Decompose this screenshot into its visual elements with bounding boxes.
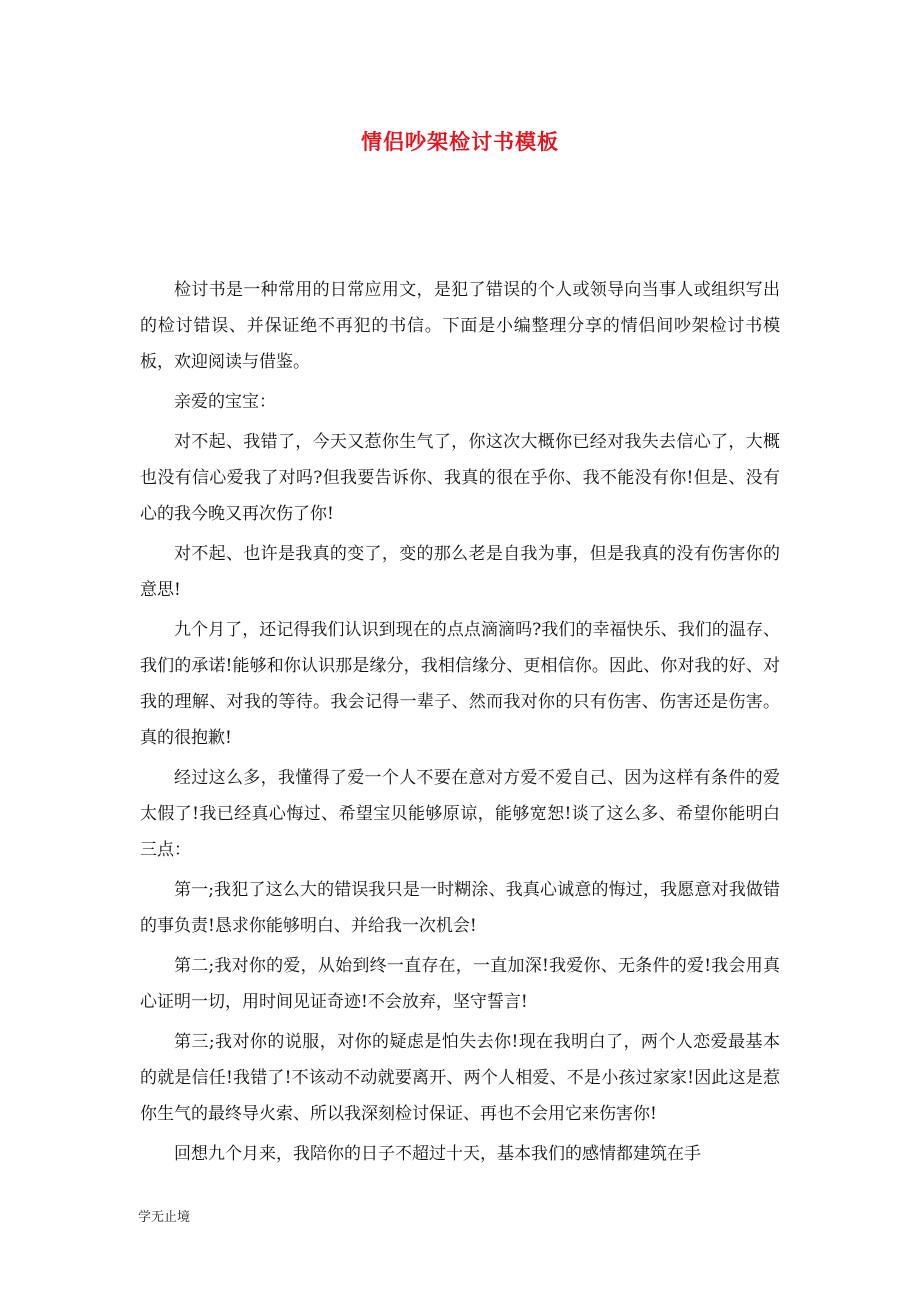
paragraph-continued: 回想九个月来，我陪你的日子不超过十天，基本我们的感情都建筑在手 [174,1144,701,1164]
paragraph-point-three: 第三;我对你的说服，对你的疑虑是怕失去你!现在我明白了，两个人恋爱最基本的就是信任!我错了!不该动不动就要离开、两个人相爱、不是小孩过家家!因此这是惹你生气的最终导火索、所以我深刻检讨保证、再也不会用它来伤害你! [140,1032,780,1124]
paragraph-salutation: 亲爱的宝宝： [174,392,276,412]
paragraph: 对不起、也许是我真的变了，变的那么老是自我为事，但是我真的没有伤害你的意思! [140,544,780,600]
paragraph: 经过这么多，我懂得了爱一个人不要在意对方爱不爱自己、因为这样有条件的爱太假了!我已经真心悔过、希望宝贝能够原谅，能够宽恕!谈了这么多、希望你能明白三点： [140,768,780,860]
paragraph-point-one: 第一;我犯了这么大的错误我只是一时糊涂、我真心诚意的悔过，我愿意对我做错的事负责!恳求你能够明白、并给我一次机会! [140,880,780,936]
document-body [140,272,780,1176]
page-title: 情侣吵架检讨书模板 [361,129,559,154]
paragraph: 九个月了，还记得我们认识到现在的点点滴滴吗?我们的幸福快乐、我们的温存、我们的承诺!能够和你认识那是缘分，我相信缘分、更相信你。因此、你对我的好、对我的理解、对我的等待。我会记得一辈子、然而我对你的只有伤害、伤害还是伤害。真的很抱歉! [140,620,780,748]
footer-text: 学无止境 [138,1210,191,1225]
paragraph: 对不起、我错了，今天又惹你生气了，你这次大概你已经对我失去信心了，大概也没有信心爱我了对吗?但我要告诉你、我真的很在乎你、我不能没有你!但是、没有心的我今晚又再次伤了你! [140,432,780,524]
paragraph-point-two: 第二;我对你的爱，从始到终一直存在，一直加深!我爱你、无条件的爱!我会用真心证明一切，用时间见证奇迹!不会放弃，坚守誓言! [140,956,780,1012]
paragraph-intro: 检讨书是一种常用的日常应用文，是犯了错误的个人或领导向当事人或组织写出的检讨错误、并保证绝不再犯的书信。下面是小编整理分享的情侣间吵架检讨书模板，欢迎阅读与借鉴。 [140,280,780,372]
